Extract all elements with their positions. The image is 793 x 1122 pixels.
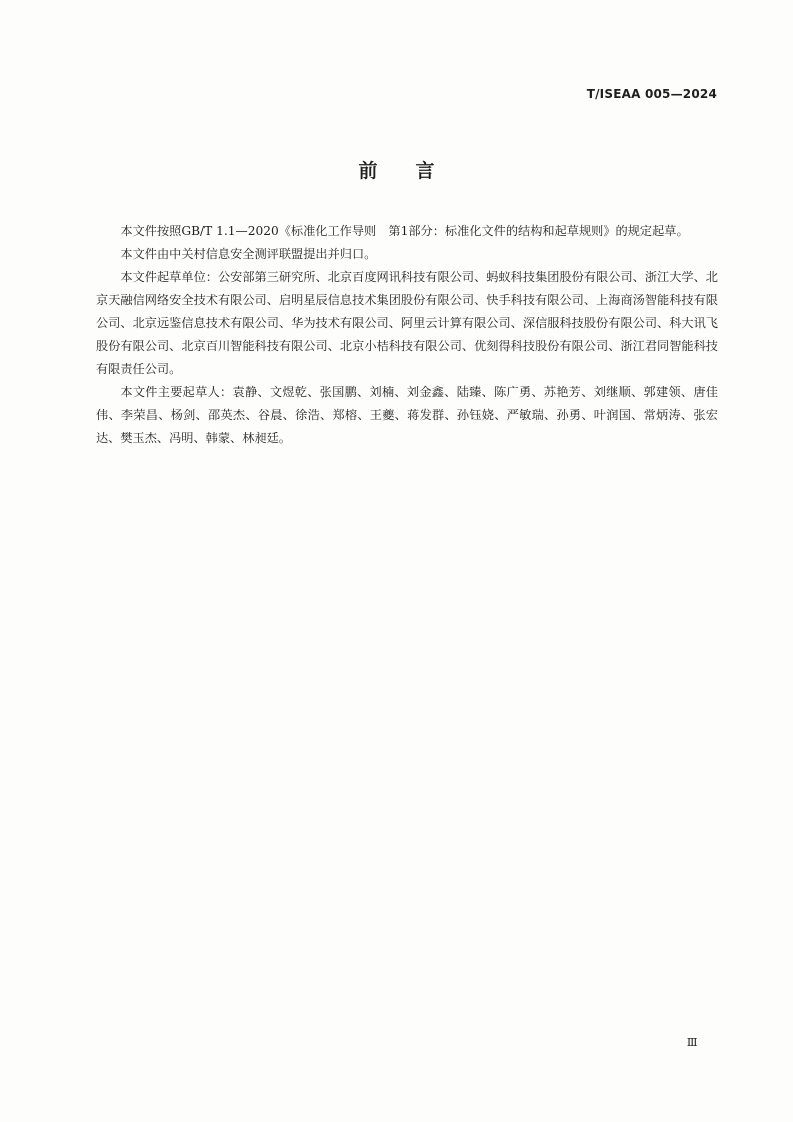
- document-code: T/ISEAA 005—2024: [586, 87, 717, 101]
- page-number: Ⅲ: [686, 1036, 697, 1049]
- paragraph-drafting-rules: 本文件按照GB/T 1.1—2020《标准化工作导则 第1部分：标准化文件的结构和起草规则》的规定起草。: [120, 224, 689, 238]
- paragraph-proposer: 本文件由中关村信息安全测评联盟提出并归口。: [120, 247, 377, 261]
- foreword-body: [96, 220, 718, 450]
- page-title: 前言: [358, 160, 473, 182]
- paragraph-main-drafters: 本文件主要起草人：袁静、文煜乾、张国鹏、刘楠、刘金鑫、陆臻、陈广勇、苏艳芳、刘继顺、郭建领、唐佳伟、李荣昌、杨剑、邵英杰、谷晨、徐浩、郑榕、王夔、蒋发群、孙钰娆、严敏瑞、孙勇、叶润国、常炳涛、张宏达、樊玉杰、冯明、韩蒙、林昶廷。: [96, 385, 718, 445]
- paragraph-drafting-units: 本文件起草单位：公安部第三研究所、北京百度网讯科技有限公司、蚂蚁科技集团股份有限公司、浙江大学、北京天融信网络安全技术有限公司、启明星辰信息技术集团股份有限公司、快手科技有限公司、上海商汤智能科技有限公司、北京远鉴信息技术有限公司、华为技术有限公司、阿里云计算有限公司、深信服科技股份有限公司、科大讯飞股份有限公司、北京百川智能科技有限公司、北京小桔科技有限公司、优刻得科技股份有限公司、浙江君同智能科技有限责任公司。: [96, 270, 718, 376]
